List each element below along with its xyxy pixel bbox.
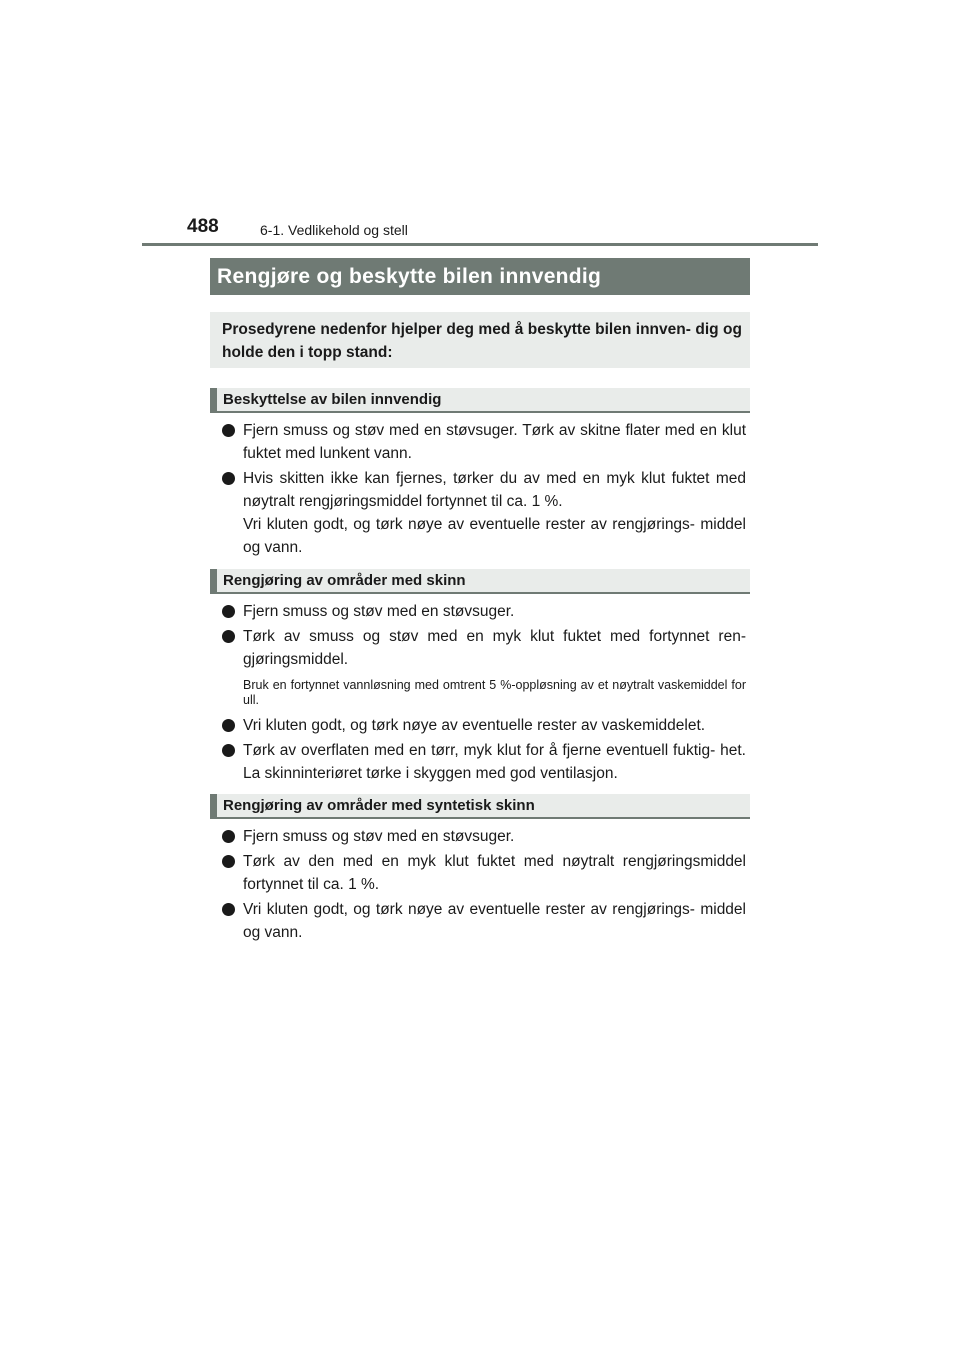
list-item: Tørk av den med en myk klut fuktet med nøytralt rengjøringsmiddel fortynnet til ca. 1 %. xyxy=(222,850,746,896)
intro-box: Prosedyrene nedenfor hjelper deg med å beskytte bilen innven- dig og holde den i topp stand: xyxy=(210,312,750,368)
synthetic-leather-list xyxy=(222,825,746,946)
section-heading-protection: Beskyttelse av bilen innvendig xyxy=(210,388,750,413)
list-item: Vri kluten godt, og tørk nøye av eventuelle rester av rengjørings- middel og vann. xyxy=(222,898,746,944)
bullet-icon xyxy=(222,830,235,843)
section-heading-leather: Rengjøring av områder med skinn xyxy=(210,569,750,594)
leather-note: Bruk en fortynnet vannløsning med omtrent 5 %-oppløsning av et nøytralt vaskemiddel for ull. xyxy=(243,678,746,707)
section-label: 6-1. Vedlikehold og stell xyxy=(260,222,408,238)
page-title-bar xyxy=(210,258,750,295)
bullet-icon xyxy=(222,605,235,618)
list-item: Fjern smuss og støv med en støvsuger. Tørk av skitne flater med en klut fuktet med lunkent vann. xyxy=(222,419,746,465)
bullet-icon xyxy=(222,903,235,916)
list-item: Tørk av smuss og støv med en myk klut fuktet med fortynnet ren- gjøringsmiddel. xyxy=(222,625,746,671)
bullet-icon xyxy=(222,472,235,485)
list-item: Fjern smuss og støv med en støvsuger. xyxy=(222,825,746,848)
bullet-icon xyxy=(222,630,235,643)
bullet-icon xyxy=(222,719,235,732)
page-title: Rengjøre og beskytte bilen innvendig xyxy=(217,264,602,288)
bullet-icon xyxy=(222,855,235,868)
list-item-continuation: Vri kluten godt, og tørk nøye av eventuelle rester av rengjørings- middel og vann. xyxy=(243,516,746,556)
list-item: Hvis skitten ikke kan fjernes, tørker du av med en myk klut fuktet med nøytralt rengjøringsmiddel fortynnet til ca. 1 %. Vri kluten godt, og tørk nøye av eventuelle rester av rengjørings- middel og vann. xyxy=(222,467,746,559)
section-heading-synthetic-leather: Rengjøring av områder med syntetisk skinn xyxy=(210,794,750,819)
bullet-icon xyxy=(222,744,235,757)
page-number: 488 xyxy=(187,216,219,237)
list-item: Fjern smuss og støv med en støvsuger. xyxy=(222,600,746,623)
list-item: Tørk av overflaten med en tørr, myk klut for å fjerne eventuell fuktig- het. La skinninteriøret tørke i skyggen med god ventilasjon. xyxy=(222,739,746,785)
header-divider xyxy=(142,243,818,246)
list-item: Vri kluten godt, og tørk nøye av eventuelle rester av vaskemiddelet. xyxy=(222,714,746,737)
page-header xyxy=(0,0,960,250)
leather-list xyxy=(222,600,746,787)
bullet-icon xyxy=(222,424,235,437)
protection-list xyxy=(222,419,746,561)
